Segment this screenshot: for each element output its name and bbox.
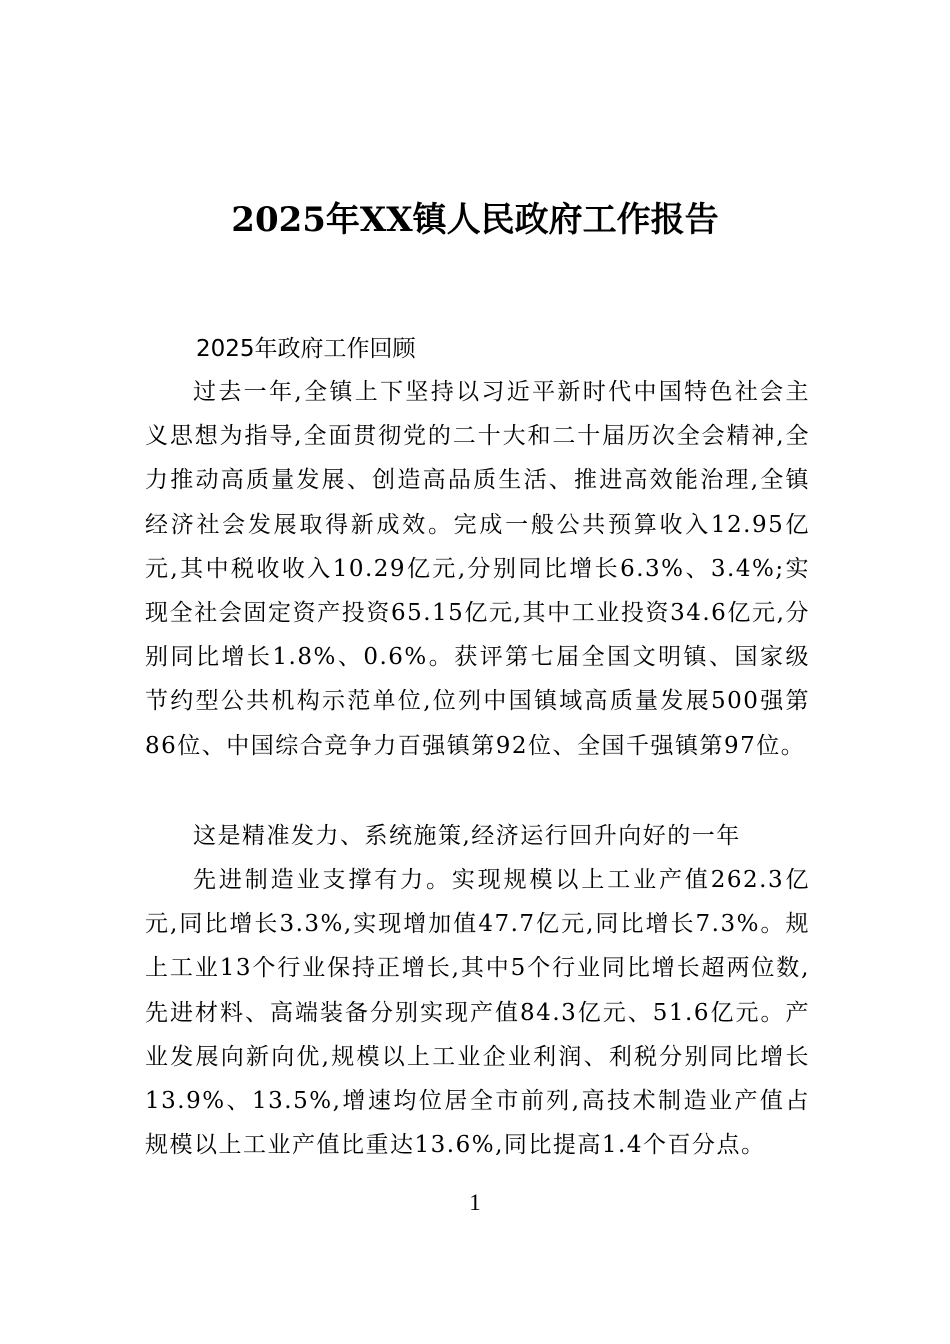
page-number: 1 (469, 1190, 481, 1215)
section-heading: 2025年政府工作回顾 (196, 336, 416, 362)
paragraph-manufacturing: 先进制造业支撑有力。实现规模以上工业产值262.3亿元,同比增长3.3%,实现增加值47.7亿元,同比增长7.3%。规上工业13个行业保持正增长,其中5个行业同比增长超两位数,先进材料、高端装备分别实现产值84.3亿元、51.6亿元。产业发展向新向优,规模以上工业企业利润、利税分别同比增长13.9%、13.5%,增速均位居全市前列,高技术制造业产值占规模以上工业产值比重达13.6%,同比提高1.4个百分点。 (145, 867, 810, 1159)
paragraph-subheading: 这是精准发力、系统施策,经济运行回升向好的一年 (193, 823, 741, 849)
document-title: 2025年XX镇人民政府工作报告 (231, 200, 719, 240)
paragraph-work-review: 过去一年,全镇上下坚持以习近平新时代中国特色社会主义思想为指导,全面贯彻党的二十大和二十届历次全会精神,全力推动高质量发展、创造高品质生活、推进高效能治理,全镇经济社会发展取得新成效。完成一般公共预算收入12.95亿元,其中税收收入10.29亿元,分别同比增长6.3%、3.4%;实现全社会固定资产投资65.15亿元,其中工业投资34.6亿元,分别同比增长1.8%、0.6%。获评第七届全国文明镇、国家级节约型公共机构示范单位,位列中国镇域高质量发展500强第86位、中国综合竞争力百强镇第92位、全国千强镇第97位。 (145, 379, 810, 759)
